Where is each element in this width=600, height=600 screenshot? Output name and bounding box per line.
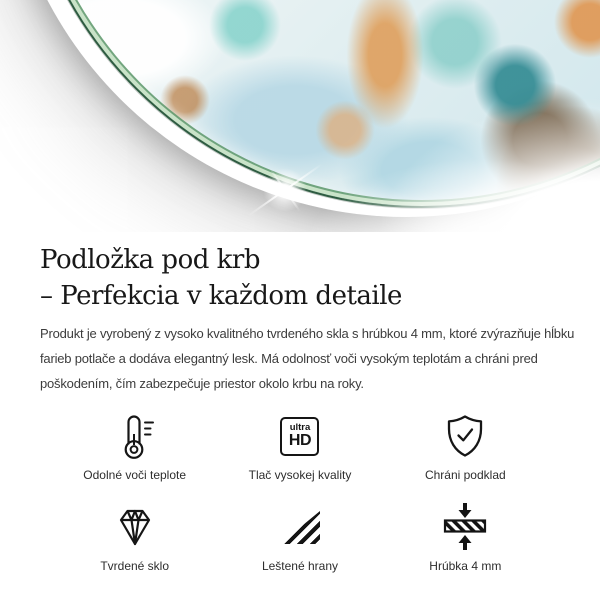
feature-label: Odolné voči teplote bbox=[83, 468, 187, 482]
feature-label: Tvrdené sklo bbox=[100, 559, 170, 573]
diamond-icon bbox=[112, 504, 158, 550]
feature-label: Chráni podklad bbox=[424, 468, 506, 482]
description-line: poškodením, čím zabezpečuje priestor okolo krbu na roky. bbox=[40, 376, 364, 391]
polished-edges-icon bbox=[280, 504, 320, 550]
feature-thickness bbox=[383, 504, 548, 573]
feature-label: Leštené hrany bbox=[261, 559, 339, 573]
title-line-1: Podložka pod krb bbox=[40, 245, 260, 275]
feature-label: Tlač vysokej kvality bbox=[248, 468, 352, 482]
feature-print-quality bbox=[217, 413, 382, 482]
feature-protects-surface bbox=[383, 413, 548, 482]
description-line: farieb potlače a dodáva elegantný lesk. Má odolnosť voči vysokým teplotám a chráni pred bbox=[40, 351, 538, 366]
title-line-2: – Perfekcia v každom detaile bbox=[40, 281, 402, 311]
product-description bbox=[40, 321, 575, 396]
thickness-icon bbox=[443, 504, 487, 550]
ultra-hd-icon: ultra HD bbox=[280, 413, 319, 459]
feature-tempered-glass bbox=[52, 504, 217, 573]
description-line: Produkt je vyrobený z vysoko kvalitného tvrdeného skla s hrúbkou 4 mm, ktoré zvýrazňuje hĺbku bbox=[40, 326, 575, 341]
thermometer-icon bbox=[115, 413, 155, 459]
glass-bevel-edge bbox=[17, 0, 600, 208]
feature-label: Hrúbka 4 mm bbox=[429, 559, 502, 573]
page-title bbox=[40, 242, 560, 314]
shield-check-icon bbox=[444, 413, 486, 459]
hero-image bbox=[0, 0, 600, 232]
features-grid bbox=[40, 413, 560, 573]
product-info bbox=[0, 242, 600, 573]
feature-polished-edges bbox=[217, 504, 382, 573]
feature-heat-resistant bbox=[52, 413, 217, 482]
